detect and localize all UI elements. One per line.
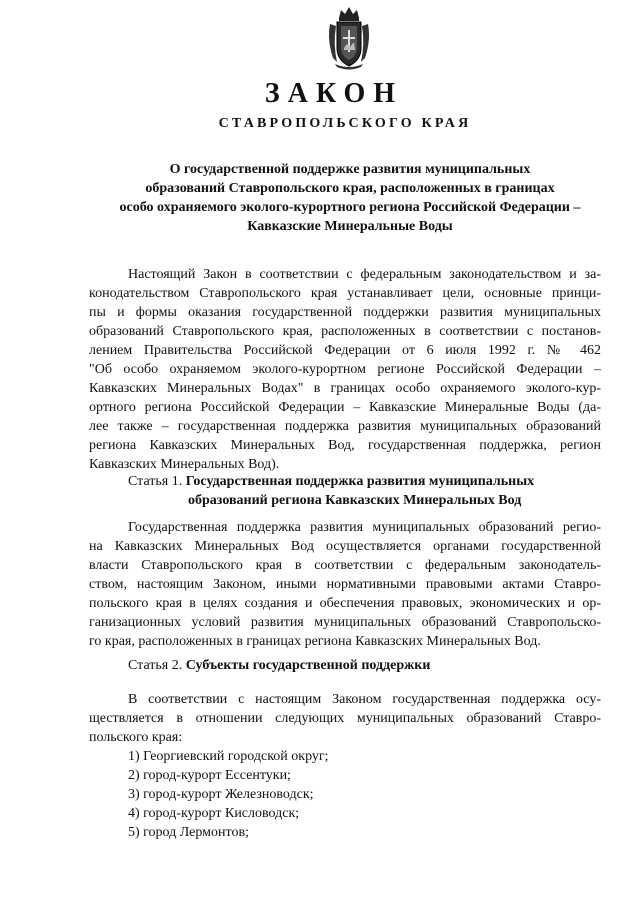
text-line: ством, настоящим Законом, иными нормативными правовыми актами Ставро- <box>89 577 601 592</box>
list-item: 4) город-курорт Кисловодск; <box>128 806 300 821</box>
text-line: конодательством Ставропольского края устанавливает цели, основные принци- <box>89 286 601 301</box>
municipality-list <box>128 747 329 842</box>
law-heading: ЗАКОН <box>264 78 404 109</box>
text-line: власти Ставропольского края в соответствии с федеральным законодатель- <box>89 558 601 573</box>
text-line: Кавказских Минеральных Водах" в границах особо охраняемого эколого-кур- <box>89 381 601 396</box>
article-label: Статья 2. <box>128 658 183 673</box>
list-item: 3) город-курорт Железноводск; <box>128 787 314 802</box>
text-line: "Об особо охраняемом эколого-курортном регионе Российской Федерации – <box>89 362 601 377</box>
text-line: на Кавказских Минеральных Вод осуществляется органами государственной <box>89 539 601 554</box>
article-1-heading <box>128 472 534 510</box>
text-line: ортного региона Российской Федерации – Кавказские Минеральные Воды (да- <box>89 400 601 415</box>
text-line: пы и формы оказания государственной поддержки развития муниципальных <box>89 305 601 320</box>
preamble-paragraph <box>89 265 601 474</box>
text-line: польского края: <box>89 730 183 745</box>
text-line: Кавказских Минеральных Вод). <box>89 457 280 472</box>
text-line: ществляется в отношении следующих муниципальных образований Ставро- <box>89 711 601 726</box>
title-line: особо охраняемого эколого-курортного региона Российской Федерации – <box>119 200 581 215</box>
text-line: региона Кавказских Минеральных Вод, государственная поддержка, регион <box>89 438 601 453</box>
text-line: Государственная поддержка развития муниципальных образований регио- <box>128 520 601 535</box>
text-line: лее также – государственная поддержка развития муниципальных образований <box>89 419 601 434</box>
text-line: образований Ставропольского края, расположенных в соответствии с постанов- <box>89 324 601 339</box>
text-line: ганизационных условий развития муниципальных образований Ставропольско- <box>89 615 601 630</box>
title-line: Кавказские Минеральные Воды <box>247 219 453 234</box>
text-line: польского края в целях создания и обеспечения правовых, экономических и ор- <box>89 596 601 611</box>
list-item: 5) город Лермонтов; <box>128 825 249 840</box>
list-item: 2) город-курорт Ессентуки; <box>128 768 291 783</box>
article-title: образований региона Кавказских Минеральных Вод <box>188 493 522 508</box>
article-label: Статья 1. <box>128 474 183 489</box>
article-title: Субъекты государственной поддержки <box>185 658 431 673</box>
region-heading: СТАВРОПОЛЬСКОГО КРАЯ <box>218 116 472 131</box>
article-2-paragraph <box>89 690 601 747</box>
article-title: Государственная поддержка развития муниципальных <box>185 474 535 489</box>
title-line: образований Ставропольского края, расположенных в границах <box>145 181 555 196</box>
law-title <box>60 160 640 236</box>
coat-of-arms-icon <box>327 4 371 70</box>
text-line: Настоящий Закон в соответствии с федеральным законодательством и за- <box>128 267 601 282</box>
title-line: О государственной поддержке развития муниципальных <box>169 162 531 177</box>
list-item: 1) Георгиевский городской округ; <box>128 749 329 764</box>
article-1-paragraph <box>89 518 601 651</box>
text-line: лением Правительства Российской Федерации от 6 июля 1992 г. № 462 <box>89 343 601 358</box>
text-line: го края, расположенных в границах региона Кавказских Минеральных Вод. <box>89 634 541 649</box>
text-line: В соответствии с настоящим Законом государственная поддержка осу- <box>128 692 601 707</box>
article-2-heading <box>128 656 430 675</box>
